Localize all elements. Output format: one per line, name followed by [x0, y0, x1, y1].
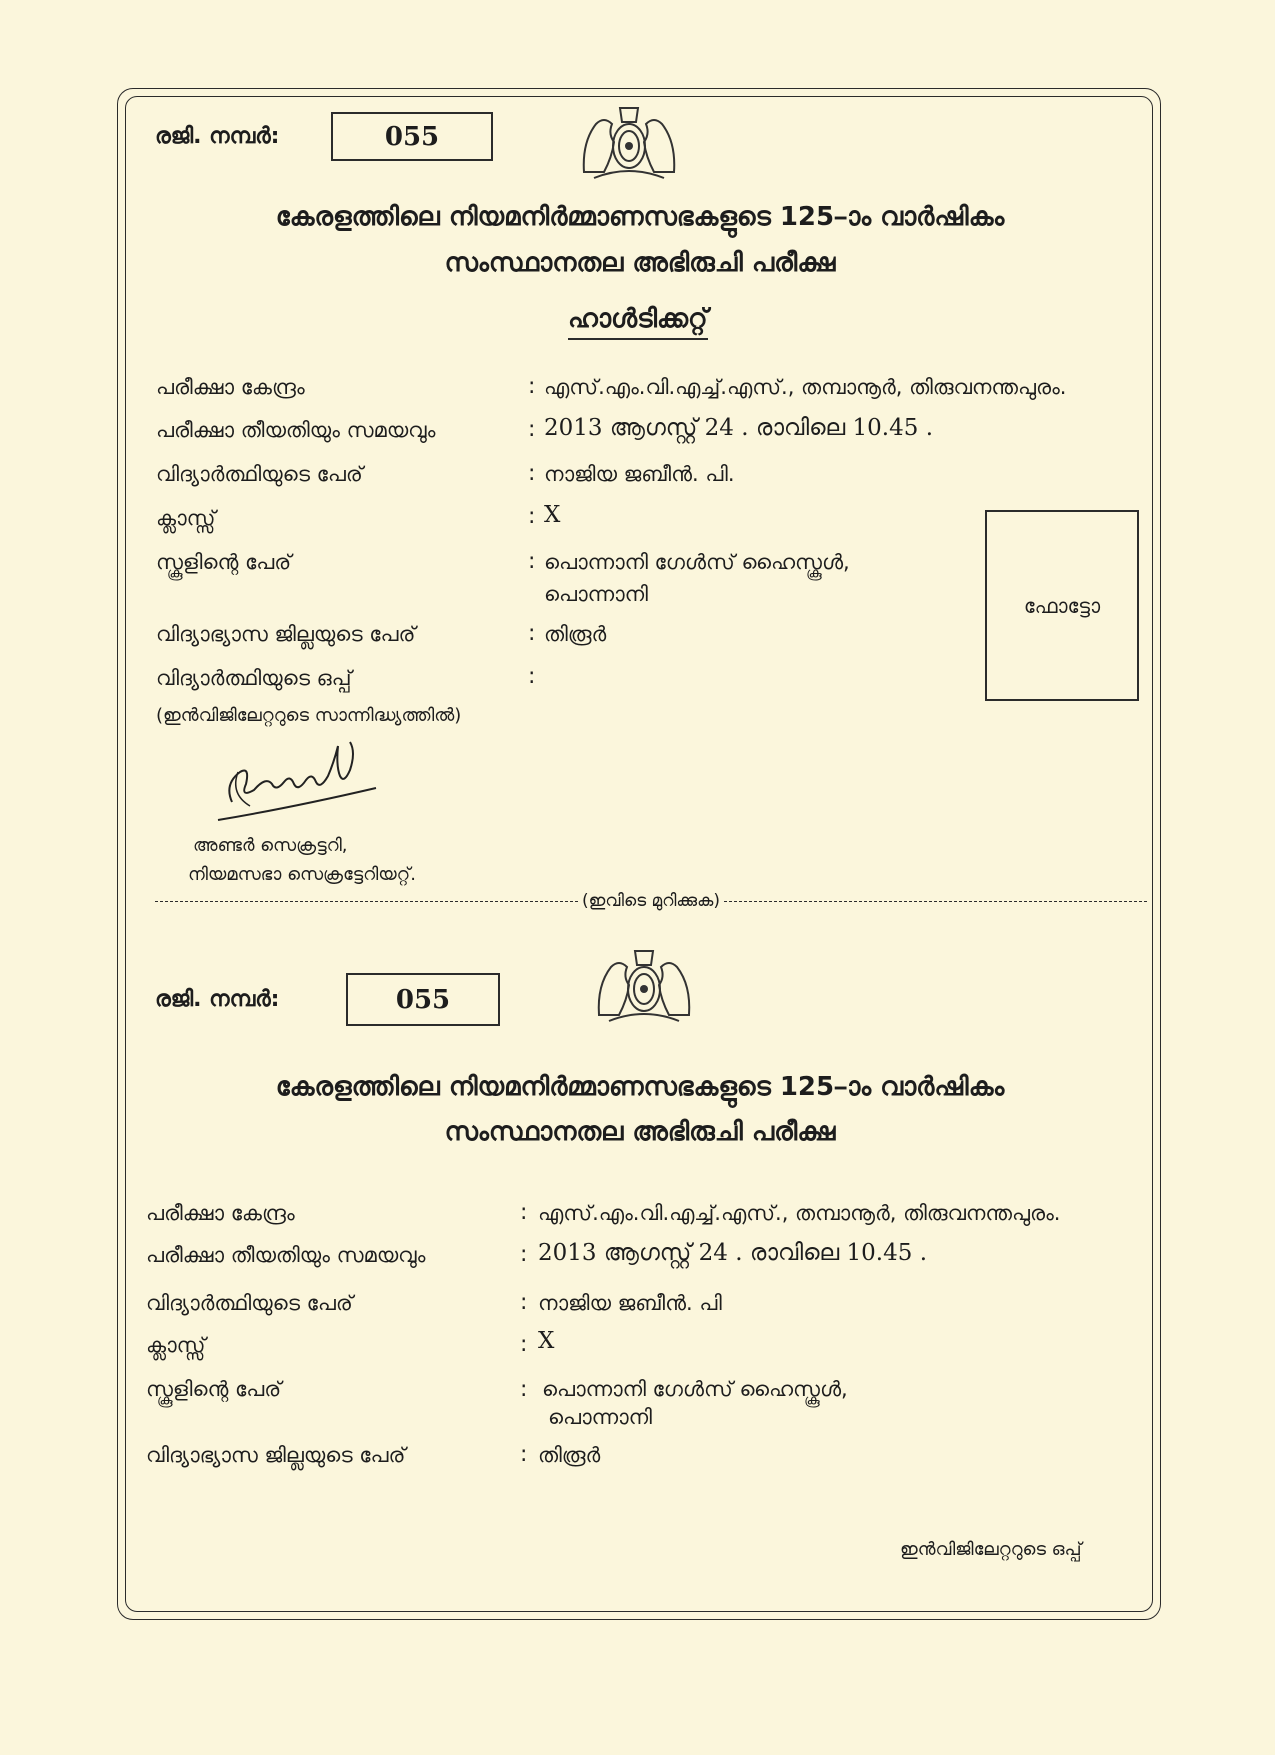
field-colon: :	[520, 1442, 528, 1467]
field-colon: :	[520, 1200, 528, 1225]
field-label: പരീക്ഷാ കേന്ദ്രം	[146, 1201, 295, 1225]
field-label: സ്കൂളിന്റെ പേര്	[156, 550, 292, 574]
field-value: പൊന്നാനി ഗേൾസ് ഹൈസ്കൂൾ,	[542, 1377, 848, 1401]
signatory-title: അണ്ടർ സെക്രട്ടറി,	[193, 835, 348, 856]
field-colon: :	[520, 1377, 528, 1402]
cut-here-label: (ഇവിടെ മുറിക്കുക)	[582, 891, 720, 911]
field-colon: :	[528, 374, 536, 399]
field-value: 2013 ആഗസ്റ്റ് 24 . രാവിലെ 10.45 .	[544, 415, 934, 441]
field-label: പരീക്ഷാ തീയതിയും സമയവും	[156, 418, 436, 442]
field-label: ക്ലാസ്സ്	[146, 1333, 206, 1357]
field-label: വിദ്യാഭ്യാസ ജില്ലയുടെ പേര്	[156, 622, 416, 646]
field-value: തിരൂർ	[544, 622, 607, 646]
field-value: X	[538, 1328, 555, 1354]
field-colon: :	[528, 664, 536, 689]
reg-number-label: രജി. നമ്പർ:	[155, 124, 280, 149]
field-value: നാജിയ ജബീൻ. പി	[538, 1291, 722, 1315]
field-label: ക്ലാസ്സ്	[156, 506, 216, 530]
cut-here-line	[155, 891, 1147, 911]
field-colon: :	[528, 549, 536, 574]
reg-number-box: 055	[346, 973, 500, 1026]
title-line-2: സംസ്ഥാനതല അഭിരുചി പരീക്ഷ	[444, 1117, 836, 1147]
invigilator-signature-label: ഇൻവിജിലേറ്ററുടെ ഒപ്പ്	[900, 1539, 1082, 1560]
field-colon: :	[528, 504, 536, 529]
field-colon: :	[528, 417, 536, 442]
hall-ticket-heading: ഹാൾടിക്കറ്റ്	[568, 304, 708, 340]
field-colon: :	[520, 1332, 528, 1357]
field-value: നാജിയ ജബീൻ. പി.	[544, 462, 735, 486]
field-colon: :	[528, 461, 536, 486]
signature-note: (ഇൻവിജിലേറ്ററുടെ സാന്നിദ്ധ്യത്തിൽ)	[156, 705, 462, 726]
field-label: വിദ്യാർത്ഥിയുടെ ഒപ്പ്	[156, 666, 352, 690]
field-label: വിദ്യാർത്ഥിയുടെ പേര്	[156, 462, 363, 486]
field-value: 2013 ആഗസ്റ്റ് 24 . രാവിലെ 10.45 .	[538, 1240, 928, 1266]
reg-number-box: 055	[331, 112, 493, 161]
dashed-line	[724, 901, 1147, 902]
field-value: എസ്.എം.വി.എച്ച്.എസ്., തമ്പാനൂർ, തിരുവനന്തപുരം.	[544, 375, 1067, 399]
field-label: വിദ്യാഭ്യാസ ജില്ലയുടെ പേര്	[146, 1443, 406, 1467]
title-line-1: കേരളത്തിലെ നിയമനിർമ്മാണസഭകളുടെ 125–ാം വാർഷികം	[275, 202, 1005, 232]
photo-box	[985, 510, 1139, 701]
kerala-emblem-icon	[574, 102, 684, 182]
field-label: സ്കൂളിന്റെ പേര്	[146, 1377, 282, 1401]
field-value: X	[544, 502, 561, 528]
field-colon: :	[520, 1242, 528, 1267]
field-value-line-2: പൊന്നാനി	[544, 582, 648, 606]
field-label: വിദ്യാർത്ഥിയുടെ പേര്	[146, 1291, 353, 1315]
field-label: പരീക്ഷാ തീയതിയും സമയവും	[146, 1243, 426, 1267]
field-label: പരീക്ഷാ കേന്ദ്രം	[156, 375, 305, 399]
field-value: തിരൂർ	[538, 1443, 601, 1467]
field-colon: :	[520, 1290, 528, 1315]
title-line-1: കേരളത്തിലെ നിയമനിർമ്മാണസഭകളുടെ 125–ാം വാർഷികം	[275, 1072, 1005, 1102]
field-value-line-2: പൊന്നാനി	[548, 1405, 652, 1429]
reg-number-label: രജി. നമ്പർ:	[155, 987, 280, 1012]
field-value: എസ്.എം.വി.എച്ച്.എസ്., തമ്പാനൂർ, തിരുവനന്തപുരം.	[538, 1201, 1061, 1225]
field-value: പൊന്നാനി ഗേൾസ് ഹൈസ്കൂൾ,	[544, 550, 850, 574]
signature-image	[210, 732, 380, 827]
dashed-line	[155, 901, 578, 902]
field-colon: :	[528, 621, 536, 646]
photo-label: ഫോട്ടോ	[1023, 593, 1101, 618]
title-line-2: സംസ്ഥാനതല അഭിരുചി പരീക്ഷ	[444, 248, 836, 278]
signatory-office: നിയമസഭാ സെക്രട്ടേറിയറ്റ്.	[188, 864, 416, 885]
kerala-emblem-icon	[589, 945, 699, 1025]
